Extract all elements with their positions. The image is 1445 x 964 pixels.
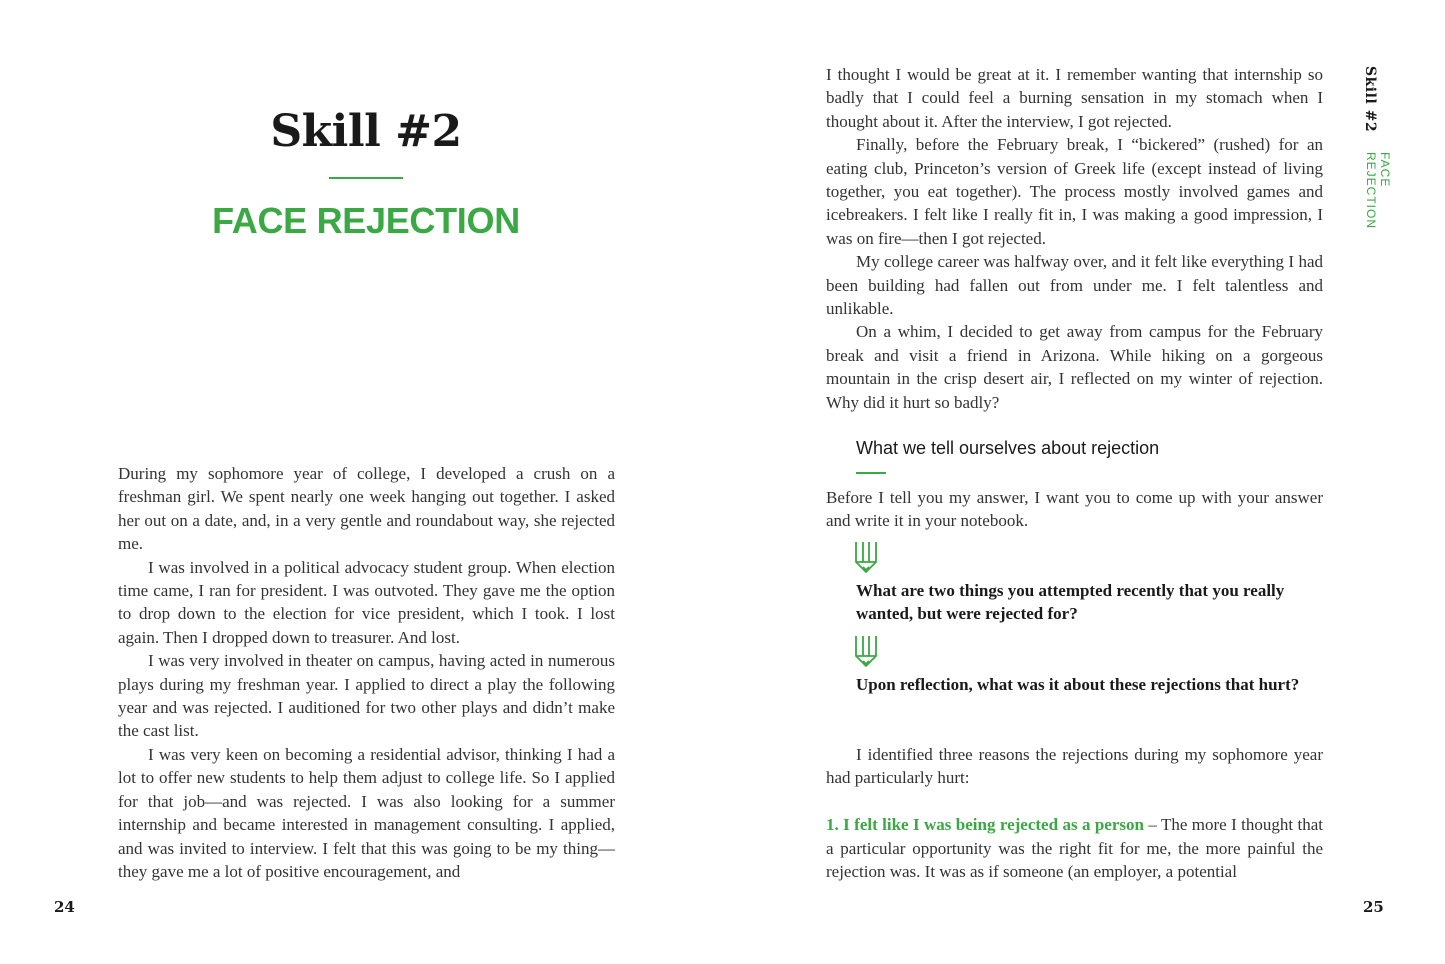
reason-text: – The more I thought that a particular opportunity was the right fit for me, the more painful the rejection was. It was as if someone (an employer, a potential bbox=[826, 815, 1323, 882]
paragraph: I thought I would be great at it. I remember wanting that internship so badly that I could feel a burning sensation in my stomach when I thought about it. After the interview, I got rejected. bbox=[826, 65, 1323, 131]
paragraph: On a whim, I decided to get away from campus for the February break and visit a friend in Arizona. While hiking on a gorgeous mountain in the crisp desert air, I reflected on my winter of rejection. Why did it hurt so badly? bbox=[826, 322, 1323, 412]
right-body-text-top bbox=[826, 63, 1323, 414]
running-head-topic: FACE REJECTION bbox=[1364, 152, 1392, 230]
page-number-right: 25 bbox=[1363, 898, 1384, 916]
section-divider bbox=[856, 472, 886, 474]
paragraph: Before I tell you my answer, I want you to come up with your answer and write it in your notebook. bbox=[826, 488, 1323, 531]
pencil-icon bbox=[854, 540, 878, 574]
right-page bbox=[722, 0, 1445, 964]
left-page bbox=[0, 0, 722, 964]
reason-paragraph bbox=[826, 813, 1323, 883]
paragraph: I was very keen on becoming a residential advisor, thinking I had a lot to offer new students to help them adjust to college life. So I applied for that job—and was rejected. I was also looking for a summer internship and became interested in management consulting. I applied, and was invited to interview. I felt that this was going to be my thing—they gave me a lot of positive encouragement, and bbox=[118, 744, 615, 881]
reason-lead: 1. I felt like I was being rejected as a person bbox=[826, 815, 1144, 835]
paragraph: During my sophomore year of college, I developed a crush on a freshman girl. We spent nearly one week hanging out together. I asked her out on a date, and, in a very gentle and roundabout way, she rejected me. bbox=[118, 464, 615, 554]
section-heading: What we tell ourselves about rejection bbox=[856, 438, 1160, 458]
right-body-text-bottom bbox=[826, 743, 1323, 883]
running-head bbox=[1362, 66, 1392, 266]
left-body-text bbox=[118, 462, 615, 883]
paragraph: Finally, before the February break, I “bickered” (rushed) for an eating club, Princeton’s version of Greek life (except instead of living together, you eat together). The process mostly involved games and icebreakers. I felt like I really fit in, I was making a good impression, I was on fire—then I got rejected. bbox=[826, 135, 1323, 248]
chapter-subtitle: FACE REJECTION bbox=[212, 200, 520, 241]
paragraph: I identified three reasons the rejections during my sophomore year had particularly hurt: bbox=[826, 745, 1323, 788]
paragraph: I was very involved in theater on campus, having acted in numerous plays during my freshman year. I applied to direct a play the following year and was rejected. I auditioned for two other plays and didn’t make the cast list. bbox=[118, 651, 615, 741]
running-head-skill: Skill #2 bbox=[1362, 66, 1378, 133]
intro-paragraph bbox=[826, 486, 1323, 533]
paragraph: My college career was halfway over, and it felt like everything I had been building had fallen out from under me. I felt talentless and unlikable. bbox=[826, 252, 1323, 319]
question-1: What are two things you attempted recently that you really wanted, but were rejected for? bbox=[856, 581, 1285, 624]
pencil-icon bbox=[854, 634, 878, 668]
chapter-title: Skill #2 bbox=[270, 106, 462, 157]
paragraph: I was involved in a political advocacy student group. When election time came, I ran for president. I was outvoted. They gave me the option to drop down to the election for vice president, which I took. I lost again. Then I dropped down to treasurer. And lost. bbox=[118, 557, 615, 647]
question-2: Upon reflection, what was it about these rejections that hurt? bbox=[856, 675, 1300, 694]
title-divider bbox=[329, 177, 403, 179]
page-number-left: 24 bbox=[54, 898, 75, 916]
